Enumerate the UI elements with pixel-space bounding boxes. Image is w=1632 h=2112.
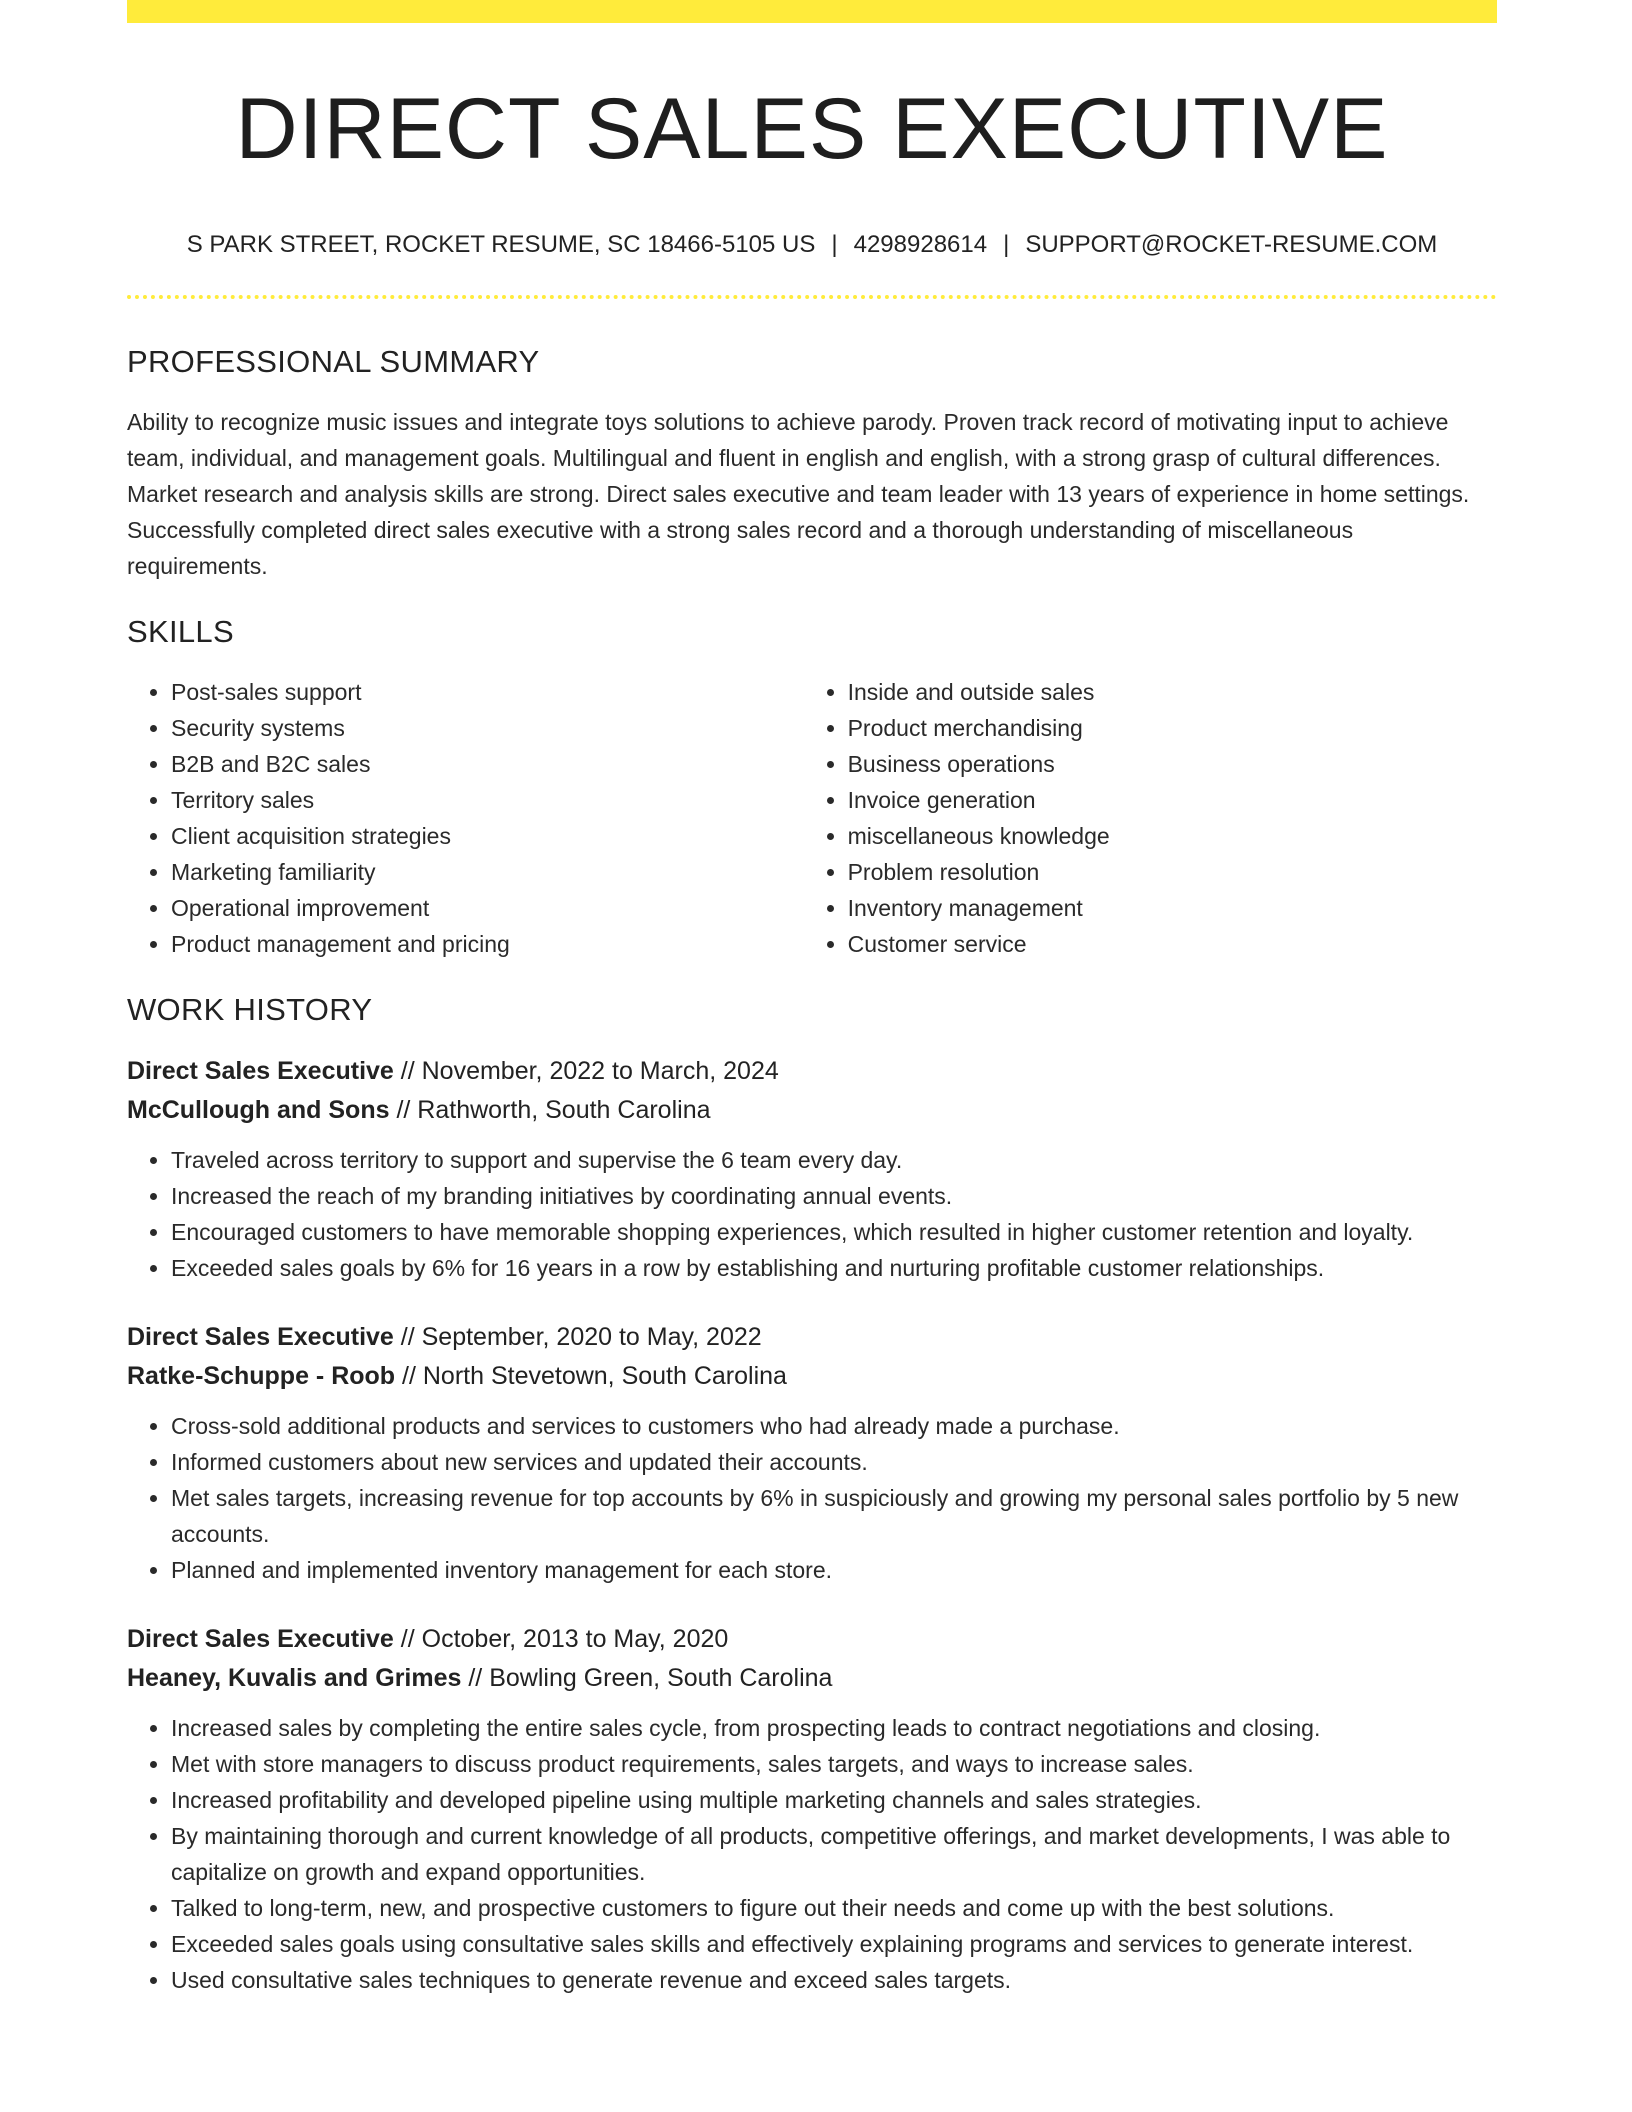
summary-section <box>127 344 1497 584</box>
accent-top-bar <box>127 0 1497 23</box>
contact-address: S PARK STREET, ROCKET RESUME, SC 18466-5105 US <box>186 230 816 258</box>
job-title-line <box>127 1318 1497 1357</box>
work-history-section <box>127 992 1497 1998</box>
job-dates: // September, 2020 to May, 2022 <box>400 1322 762 1351</box>
job-entry <box>127 1318 1497 1588</box>
contact-separator: | <box>1003 230 1010 258</box>
job-bullet: • Exceeded sales goals using consultative sales skills and effectively explaining programs and services to generate interest. <box>171 1926 1497 1962</box>
job-entry <box>127 1052 1497 1286</box>
job-bullet: • Planned and implemented inventory management for each store. <box>171 1552 1497 1588</box>
job-bullet: • Met with store managers to discuss product requirements, sales targets, and ways to increase sales. <box>171 1746 1497 1782</box>
skill-item: • Customer service <box>848 926 1497 962</box>
job-bullet: • Encouraged customers to have memorable shopping experiences, which resulted in higher customer retention and loyalty. <box>171 1214 1497 1250</box>
job-bullet: • Exceeded sales goals by 6% for 16 years in a row by establishing and nurturing profitable customer relationships. <box>171 1250 1497 1286</box>
job-company-line <box>127 1357 1497 1396</box>
skills-columns <box>127 674 1497 962</box>
skill-item: • Invoice generation <box>848 782 1497 818</box>
work-history-heading: WORK HISTORY <box>127 991 373 1027</box>
skill-item: • Security systems <box>171 710 804 746</box>
skill-item: • Client acquisition strategies <box>171 818 804 854</box>
job-bullet: • Talked to long-term, new, and prospective customers to figure out their needs and come up with the best solutions. <box>171 1890 1497 1926</box>
skills-list-left <box>127 674 804 962</box>
skill-item: • B2B and B2C sales <box>171 746 804 782</box>
job-company: Ratke-Schuppe - Roob <box>127 1361 396 1390</box>
job-company-line <box>127 1659 1497 1698</box>
skill-item: • Inventory management <box>848 890 1497 926</box>
summary-text: Ability to recognize music issues and integrate toys solutions to achieve parody. Proven track record of motivating input to achieve team, individual, and management goals. Multilingual and fluent in english and english, with a strong grasp of cultural differences. Market research and analysis skills are strong. Direct sales executive and team leader with 13 years of experience in home settings. Successfully completed direct sales executive with a strong sales record and a thorough understanding of miscellaneous requirements. <box>127 408 1470 579</box>
job-bullet: • Increased profitability and developed pipeline using multiple marketing channels and sales strategies. <box>171 1782 1497 1818</box>
job-company: Heaney, Kuvalis and Grimes <box>127 1663 462 1692</box>
job-bullet: • Informed customers about new services and updated their accounts. <box>171 1444 1497 1480</box>
resume-name: DIRECT SALES EXECUTIVE <box>235 81 1389 177</box>
job-location: // Rathworth, South Carolina <box>396 1095 711 1124</box>
job-bullets <box>127 1142 1497 1286</box>
job-location: // Bowling Green, South Carolina <box>468 1663 833 1692</box>
job-role: Direct Sales Executive <box>127 1322 394 1351</box>
skills-section <box>127 614 1497 962</box>
job-location: // North Stevetown, South Carolina <box>402 1361 787 1390</box>
job-bullet: • Cross-sold additional products and services to customers who had already made a purchase. <box>171 1408 1497 1444</box>
job-bullet: • Traveled across territory to support and supervise the 6 team every day. <box>171 1142 1497 1178</box>
resume-page <box>127 0 1497 1998</box>
job-company-line <box>127 1091 1497 1130</box>
dotted-divider <box>127 295 1497 299</box>
job-dates: // November, 2022 to March, 2024 <box>400 1056 779 1085</box>
job-bullet: • By maintaining thorough and current knowledge of all products, competitive offerings, and market developments, I was able to capitalize on growth and expand opportunities. <box>171 1818 1497 1890</box>
contact-phone: 4298928614 <box>853 230 988 258</box>
summary-heading: PROFESSIONAL SUMMARY <box>127 343 540 379</box>
skill-item: • Product merchandising <box>848 710 1497 746</box>
contact-email[interactable]: SUPPORT@ROCKET-RESUME.COM <box>1025 230 1438 258</box>
skill-item: • Operational improvement <box>171 890 804 926</box>
job-role: Direct Sales Executive <box>127 1624 394 1653</box>
skills-list-right <box>804 674 1497 962</box>
job-role: Direct Sales Executive <box>127 1056 394 1085</box>
skill-item: • Territory sales <box>171 782 804 818</box>
job-bullet: • Increased sales by completing the entire sales cycle, from prospecting leads to contract negotiations and closing. <box>171 1710 1497 1746</box>
job-title-line <box>127 1620 1497 1659</box>
skill-item: • Marketing familiarity <box>171 854 804 890</box>
job-entry <box>127 1620 1497 1998</box>
job-company: McCullough and Sons <box>127 1095 390 1124</box>
skill-item: • Post-sales support <box>171 674 804 710</box>
job-bullet: • Used consultative sales techniques to generate revenue and exceed sales targets. <box>171 1962 1497 1998</box>
skill-item: • Business operations <box>848 746 1497 782</box>
job-title-line <box>127 1052 1497 1091</box>
contact-line <box>127 231 1497 259</box>
job-bullet: • Met sales targets, increasing revenue for top accounts by 6% in suspiciously and growing my personal sales portfolio by 5 new accounts. <box>171 1480 1497 1552</box>
job-bullets <box>127 1408 1497 1588</box>
contact-separator: | <box>831 230 838 258</box>
skill-item: • Problem resolution <box>848 854 1497 890</box>
skill-item: • miscellaneous knowledge <box>848 818 1497 854</box>
skill-item: • Product management and pricing <box>171 926 804 962</box>
skills-heading: SKILLS <box>127 613 234 649</box>
job-dates: // October, 2013 to May, 2020 <box>400 1624 729 1653</box>
skill-item: • Inside and outside sales <box>848 674 1497 710</box>
job-bullets <box>127 1710 1497 1998</box>
job-bullet: • Increased the reach of my branding initiatives by coordinating annual events. <box>171 1178 1497 1214</box>
